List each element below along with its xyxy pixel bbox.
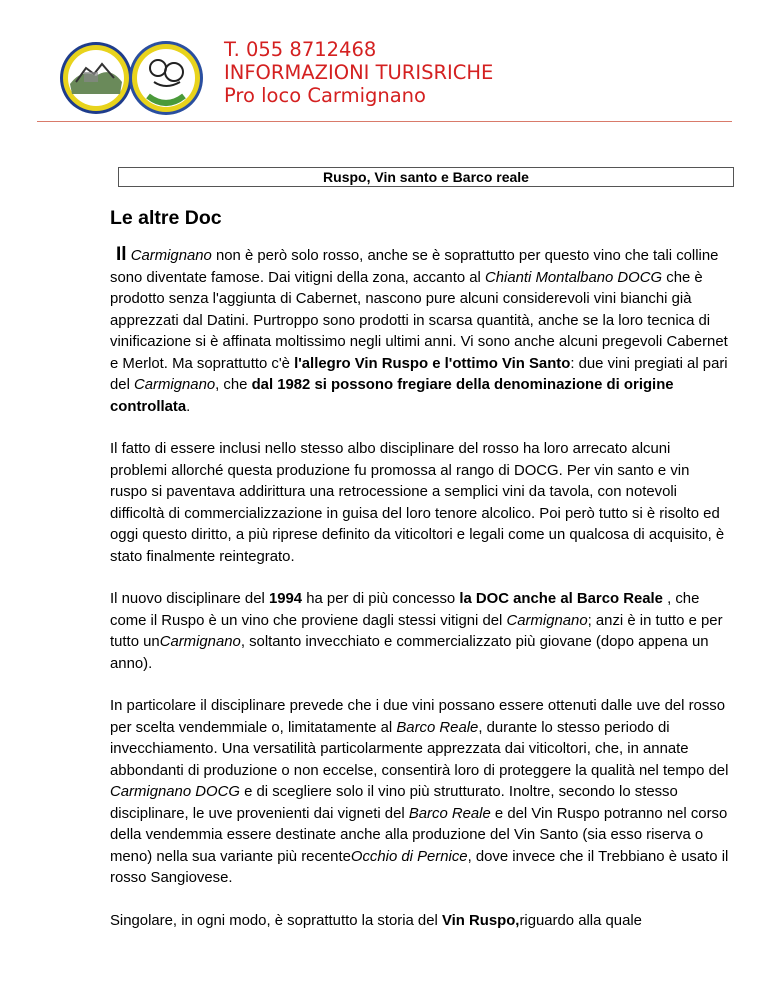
page-title: Le altre Doc	[110, 207, 222, 229]
paragraph-1: Il Carmignano non è però solo rosso, anche se è soprattutto per questo vino che tali colline sono diventate famose. Dai vitigni della zona, accanto al Chianti Montalbano DOCG che è prodotto senza l'aggiunta di Cabernet, nascono pure alcuni considerevoli vini bianchi già apprezzati dal Datini. Purtroppo sono prodotti in scarsa quantità, anche se la loro tecnica di vinificazione si è affinata moltissimo negli ultimi anni. Vi sono anche alcuni pregevoli Cabernet e Merlot. Ma soprattutto c'è l'allegro Vin Ruspo e l'ottimo Vin Santo: due vini pregiati al pari del Carmignano, che dal 1982 si possono fregiare della denominazione di origine controllata.	[110, 244, 728, 415]
header-contact	[224, 38, 493, 107]
pro-loco-logo	[56, 38, 216, 118]
article-body	[110, 246, 730, 953]
paragraph-5: Singolare, in ogni modo, è soprattutto la storia del Vin Ruspo,riguardo alla quale	[110, 912, 642, 929]
header-phone: T. 055 8712468	[224, 38, 377, 61]
right-emblem-icon	[129, 41, 203, 115]
header-info: INFORMAZIONI TURISRICHE	[224, 61, 494, 84]
subtitle-box: Ruspo, Vin santo e Barco reale	[118, 167, 734, 187]
paragraph-3: Il nuovo disciplinare del 1994 ha per di più concesso la DOC anche al Barco Reale , che come il Ruspo è un vino che proviene dagli stessi vitigni del Carmignano; anzi è in tutto e per tutto unCarmignano, soltanto invecchiato e commercializzato più giovane (dopo appena un anno).	[110, 591, 723, 672]
paragraph-2: Il fatto di essere inclusi nello stesso albo disciplinare del rosso ha loro arrecato alcuni problemi allorché questa produzione fu promossa al rango di DOCG. Per vin santo e vin ruspo si paventava addirittura una retrocessione a semplici vini da tavola, con notevoli difficoltà di commercializzazione in guisa del loro tenore alcolico. Poi però tutto si è risolto ed oggi questo diritto, a più riprese definito da viticoltori e legali come un qualcosa di acquisito, è stato finalmente reintegrato.	[110, 441, 725, 565]
header-org: Pro loco Carmignano	[224, 84, 426, 107]
paragraph-4: In particolare il disciplinare prevede che i due vini possano essere ottenuti dalle uve del rosso per scelta vendemmiale o, limitatamente al Barco Reale, durante lo stesso periodo di invecchiamento. Una versatilità particolarmente apprezzata dai viticoltori, che, in annate abbondanti di produzione o non eccelse, consentirà loro di proteggere la qualità nel tempo del Carmignano DOCG e di scegliere solo il vino più strutturato. Inoltre, secondo lo stesso disciplinare, le uve provenienti dai vigneti del Barco Reale e del Vin Ruspo potranno nel corso della vendemmia essere destinate anche alla produzione del Vin Santo (sia esso riserva o meno) nella sua variante più recenteOcchio di Pernice, dove invece che il Trebbiano è usato il rosso Sangiovese.	[110, 698, 729, 886]
drop-cap: Il	[116, 244, 127, 265]
header-divider	[37, 121, 732, 122]
left-emblem-icon	[60, 42, 132, 114]
